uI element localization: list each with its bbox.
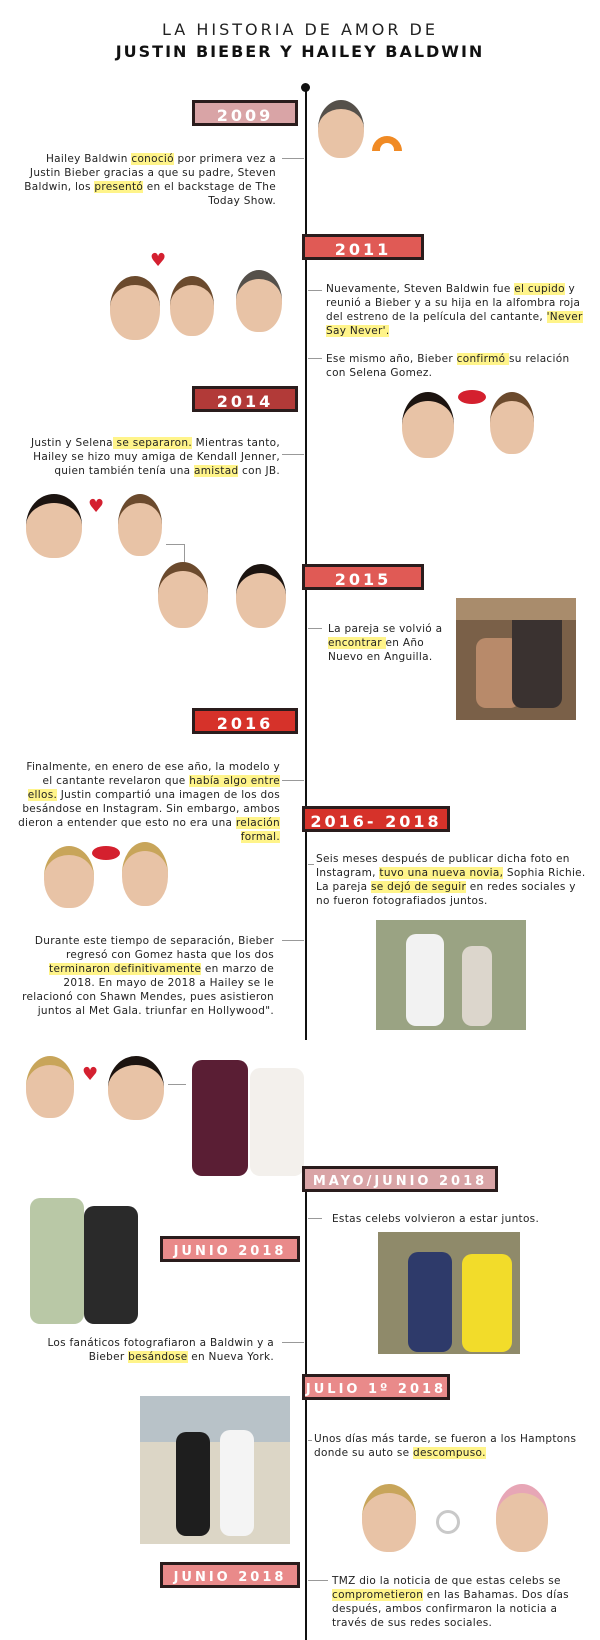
title-line-2: JUSTIN BIEBER Y HAILEY BALDWIN [115,42,485,61]
year-badge-junio-2018: JUNIO 2018 [160,1236,300,1262]
connector [308,1218,322,1219]
steven-baldwin-face-icon [318,100,364,158]
justin-face-icon [26,1056,74,1118]
heart-icon: ♥ [150,250,167,271]
event-2011-text: Nuevamente, Steven Baldwin fue el cupido y reunió a Bieber y a su hija en la alfombra roja del estreno de la película del cantante, 'Never Say Never'. [326,283,583,337]
connector [282,940,304,941]
year-badge-junio-2018-b: JUNIO 2018 [160,1562,300,1588]
justin-face-icon [490,392,534,454]
year-badge-2011: 2011 [302,234,424,260]
hailey-face-icon [110,276,160,340]
connector [308,290,322,291]
year-badge-julio-2018: JULIO 1º 2018 [302,1374,450,1400]
connector [308,864,314,865]
hailey-face-icon [362,1484,416,1552]
event-2016-2018-text: Seis meses después de publicar dicha foto en Instagram, tuvo una nueva novia, Sophia Richie. La pareja se dejó de seguir en redes sociales y no fueron fotografiados juntos. [316,853,586,907]
year-badge-2016: 2016 [192,708,298,734]
broken-heart-icon: ♥ [82,1064,99,1085]
year-badge-2015: 2015 [302,564,424,590]
reunion-photo [378,1232,520,1354]
separation-text: Durante este tiempo de separación, Bieber regresó con Gomez hasta que los dos terminaron definitivamente en marzo de 2018. En mayo de 2018 a Hailey se le relacionó con Shawn Mendes, pues asistieron juntos al Met Gala. triunfar en Hollywood". [22,935,274,1017]
event-junio-2-text: TMZ dio la noticia de que estas celebs se comprometieron en las Bahamas. Dos días después, ambos confirmaron la noticia a través de sus redes sociales. [332,1575,569,1629]
year-badge-2009: 2009 [192,100,298,126]
kendall-face-icon [236,564,286,628]
year-badge-mayo-junio-2018: MAYO/JUNIO 2018 [302,1166,498,1192]
title-line-1: LA HISTORIA DE AMOR DE [162,20,438,39]
selena-face-icon [108,1056,164,1120]
event-2011-text-2: Ese mismo año, Bieber confirmó su relación con Selena Gomez. [326,353,570,379]
event-2014-text: Justin y Selena se separaron. Mientras tanto, Hailey se hizo muy amiga de Kendall Jenner, quien también tenía una amistad con JB. [31,437,280,477]
event-2015-text: La pareja se volvió a encontrar en Año Nuevo en Anguilla. [328,623,443,663]
justin-face-icon [118,494,162,556]
hamptons-photo [140,1396,290,1544]
connector [308,1440,312,1441]
event-2009-text: Hailey Baldwin conoció por primera vez a Justin Bieber gracias a que su padre, Steven Baldwin, los presentó en el backstage de The Today Show. [24,153,276,207]
steven-baldwin-face-icon [236,270,282,332]
connector [282,1342,304,1343]
connector [308,1580,328,1581]
event-2016-text: Finalmente, en enero de ese año, la modelo y el cantante revelaron que había algo entre ellos. Justin compartió una imagen de los dos besándose en Instagram. Sin embargo, ambos dieron a entender que esto no era una relación formal. [18,761,280,843]
connector [166,544,184,545]
selena-face-icon [26,494,82,558]
year-badge-2014: 2014 [192,386,298,412]
justin-face-icon [122,842,168,906]
connector [308,628,322,629]
justin-face-icon [170,276,214,336]
connector [168,1084,188,1085]
connector [308,358,322,359]
selena-face-icon [402,392,454,458]
kiss-photo [26,1170,144,1328]
hailey-face-icon [158,562,208,628]
met-gala-photo [186,1040,310,1176]
connector [282,780,304,781]
justin-sofia-photo [376,920,526,1030]
event-junio-1-text: Los fanáticos fotografiaron a Baldwin y a Bieber besándose en Nueva York. [47,1337,274,1363]
connector [282,158,304,159]
hailey-face-icon [44,846,94,908]
lips-icon [92,846,120,860]
ring-icon [436,1510,460,1534]
lips-icon [458,390,486,404]
year-badge-2016-2018: 2016- 2018 [302,806,450,832]
justin-face-icon [496,1484,548,1552]
event-mayo-junio-text: Estas celebs volvieron a estar juntos. [332,1213,540,1225]
connector [282,454,304,455]
today-show-logo-icon [372,136,402,151]
anguilla-photo [456,598,576,720]
timeline-start-dot [301,83,310,92]
broken-heart-icon: ♥ [88,496,105,517]
event-julio-text: Unos días más tarde, se fueron a los Hamptons donde su auto se descompuso. [314,1433,577,1459]
timeline-axis [305,88,307,1640]
